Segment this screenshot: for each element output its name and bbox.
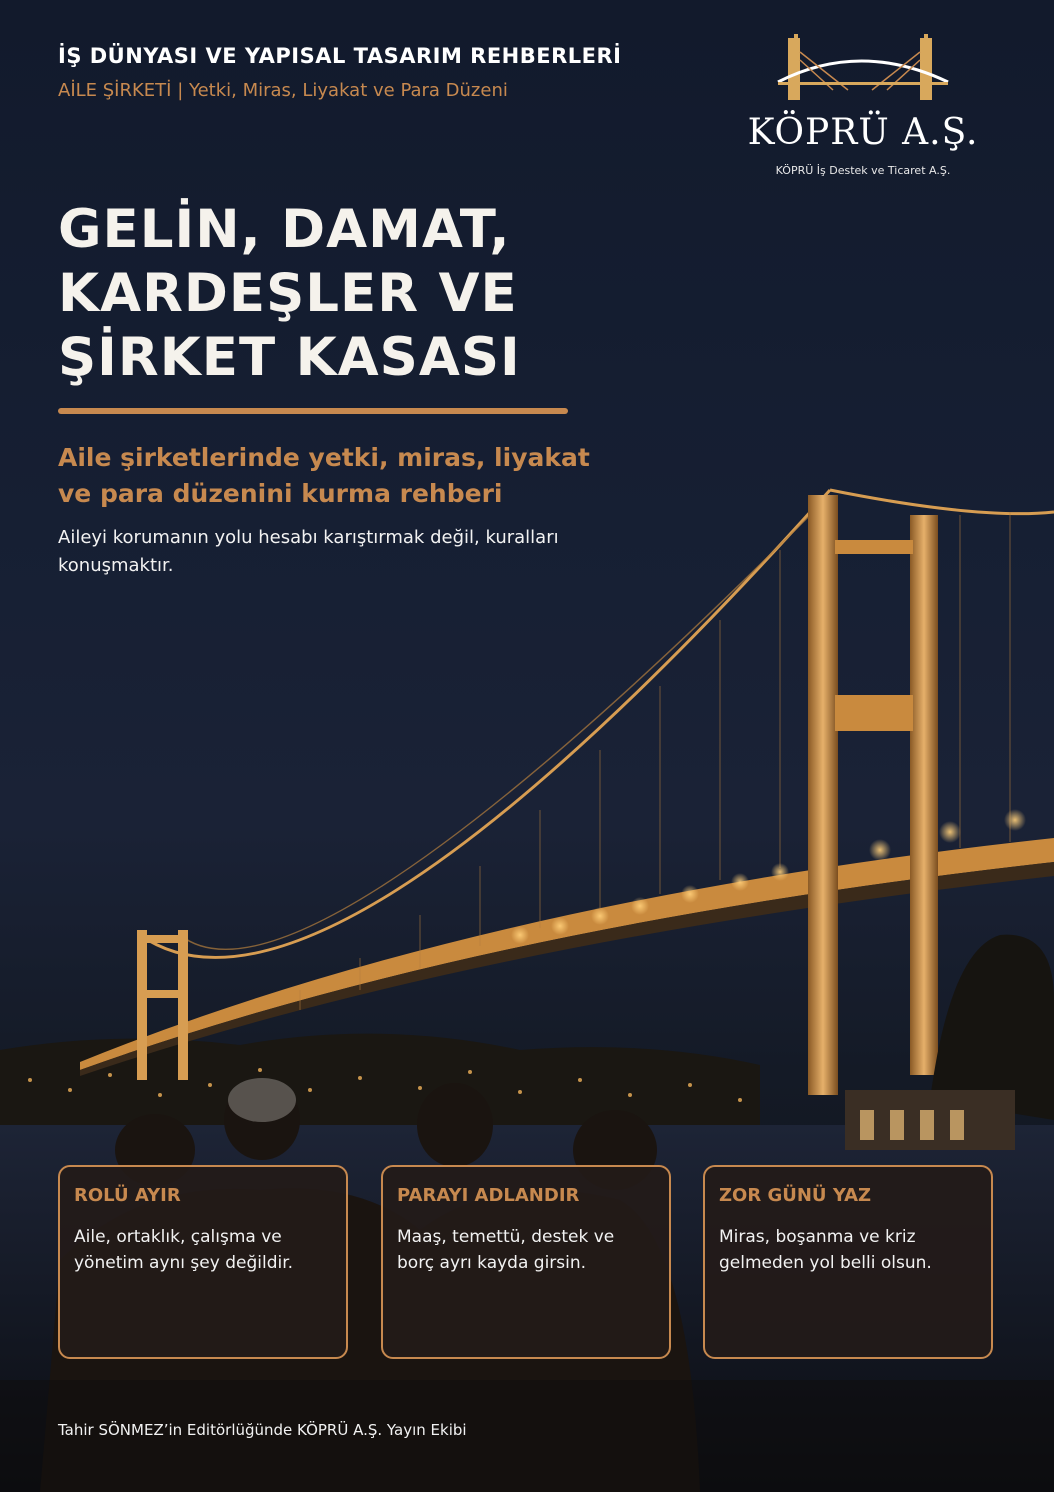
title-divider: [58, 408, 568, 414]
card-title: PARAYI ADLANDIR: [397, 1185, 580, 1206]
lead-text: Aileyi korumanın yolu hesabı karıştırmak değil, kuralları konuşmaktır.: [58, 527, 559, 576]
card-text: Miras, boşanma ve kriz gelmeden yol belli olsun.: [719, 1227, 932, 1273]
page-title-line: ŞİRKET KASASI: [58, 327, 521, 388]
card-title: ZOR GÜNÜ YAZ: [719, 1185, 872, 1206]
card-text: Maaş, temettü, destek ve borç ayrı kayda girsin.: [397, 1227, 615, 1273]
page-subtitle-line: ve para düzenini kurma rehberi: [58, 479, 503, 508]
editor-credit: Tahir SÖNMEZ’in Editörlüğünde KÖPRÜ A.Ş. Yayın Ekibi: [58, 1421, 467, 1439]
card-money: [381, 1165, 671, 1359]
card-role: [58, 1165, 348, 1359]
company-logo: [738, 30, 988, 180]
series-title: İŞ DÜNYASI VE YAPISAL TASARIM REHBERLERİ: [58, 44, 622, 68]
series-subtitle: AİLE ŞİRKETİ | Yetki, Miras, Liyakat ve Para Düzeni: [58, 80, 508, 101]
bridge-logo-icon: [738, 30, 988, 110]
page-title-line: KARDEŞLER VE: [58, 263, 518, 324]
card-title: ROLÜ AYIR: [74, 1185, 181, 1206]
page-subtitle-line: Aile şirketlerinde yetki, miras, liyakat: [58, 443, 590, 472]
logo-wordmark: KÖPRÜ A.Ş.: [747, 112, 979, 153]
logo-tagline: KÖPRÜ İş Destek ve Ticaret A.Ş.: [775, 164, 951, 177]
card-hard-day: [703, 1165, 993, 1359]
card-text: Aile, ortaklık, çalışma ve yönetim aynı şey değildir.: [74, 1227, 294, 1273]
page-title: [58, 198, 678, 390]
page-title-line: GELİN, DAMAT,: [58, 199, 511, 260]
page-subtitle: [58, 440, 658, 512]
